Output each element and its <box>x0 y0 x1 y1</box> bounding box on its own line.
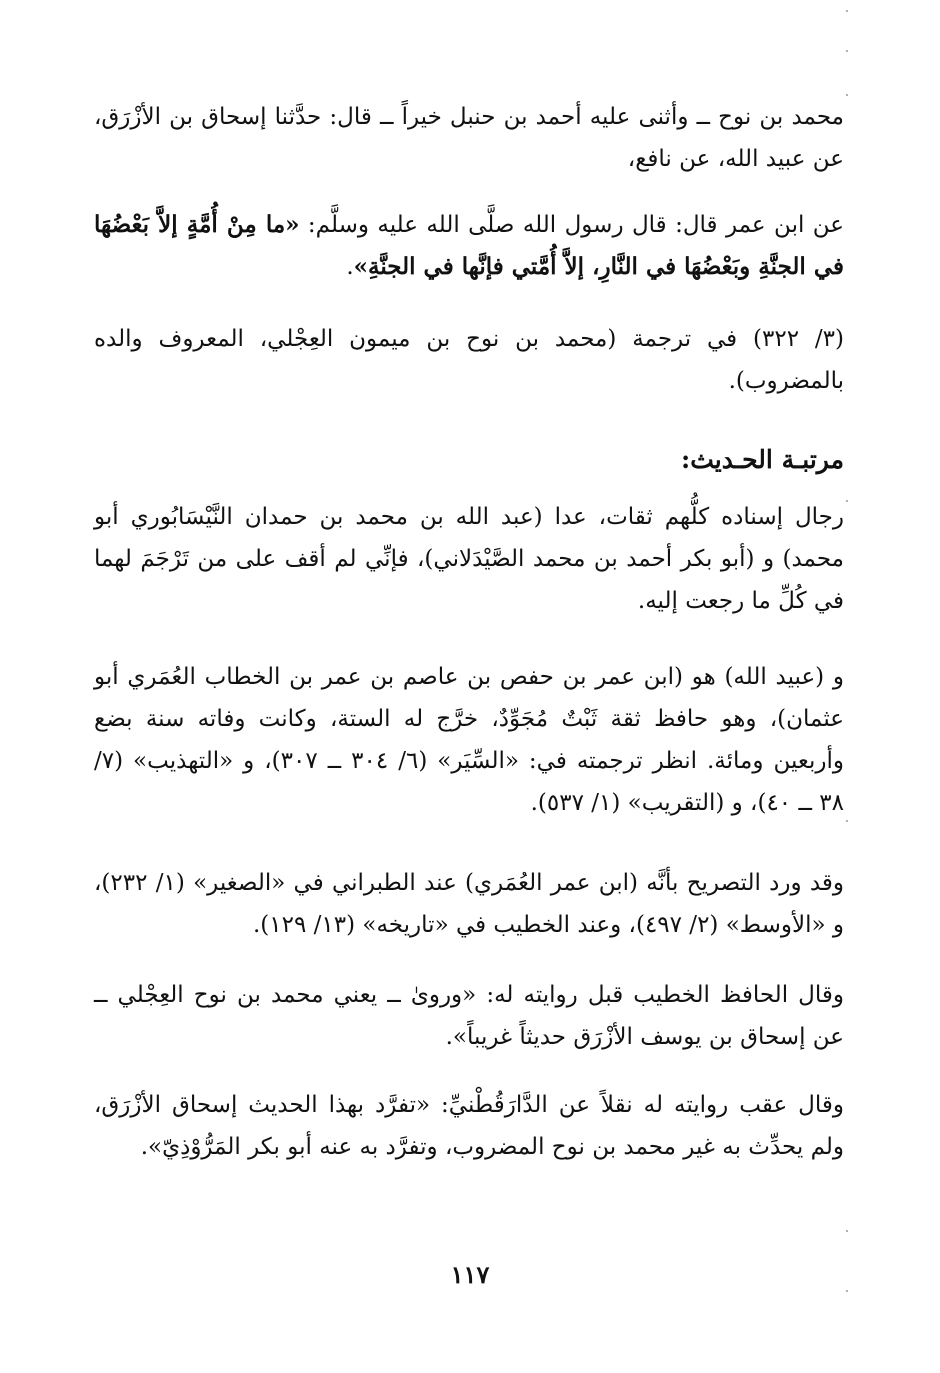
margin-mark <box>846 820 848 822</box>
paragraph-ubaydullah-bio: و (عبيد الله) هو (ابن عمر بن حفص بن عاصم بن عمر بن الخطاب العُمَري أبو عثمان)، وهو حافظ ثقة ثَبْتٌ مُجَوِّدٌ، خرَّج له الستة، وكانت وفاته سنة بضع وأربعين ومائة. انظر ترجمته في: «السِّيَر» (٦/ ٣٠٤ ــ ٣٠٧)، و «التهذيب» (٧/ ٣٨ ــ ٤٠)، و (التقريب» (١/ ٥٣٧). <box>94 664 844 816</box>
hadith-intro: عن ابن عمر قال: قال رسول الله صلَّى الله عليه وسلَّم: <box>299 212 844 238</box>
margin-mark <box>846 50 848 52</box>
page-number: ١١٧ <box>450 1260 490 1289</box>
paragraph-hadith <box>94 204 844 288</box>
margin-mark <box>846 10 848 12</box>
paragraph-source-reference: (٣/ ٣٢٢) في ترجمة (محمد بن نوح بن ميمون العِجْلي، المعروف والده بالمضروب). <box>94 326 844 394</box>
paragraph-khatib-quote: وقال الحافظ الخطيب قبل روايته له: «وروىٰ ــ يعني محمد بن نوح العِجْلي ــ عن إسحاق بن يوسف الأزْرَق حديثاً غريباً». <box>94 982 844 1050</box>
paragraph-tabarani-reference: وقد ورد التصريح بأنَّه (ابن عمر العُمَري) عند الطبراني في «الصغير» (١/ ٢٣٢)، و «الأوسط» (٢/ ٤٩٧)، وعند الخطيب في «تاريخه» (١٣/ ١٢٩). <box>94 870 845 938</box>
margin-mark <box>846 500 848 502</box>
section-heading: مرتبـة الحـديث: <box>680 445 844 474</box>
margin-mark <box>846 94 848 96</box>
paragraph-daraqutni-quote: وقال عقب روايته له نقلاً عن الدَّارَقُطْنيِّ: «تفرَّد بهذا الحديث إسحاق الأزْرَق، ولم يحدِّث به غير محمد بن نوح المضروب، وتفرَّد به عنه أبو بكر المَرُّوْذِيّ». <box>94 1092 844 1160</box>
hadith-end: . <box>346 254 354 280</box>
paragraph-narrators-grading: رجال إسناده كلُّهم ثقات، عدا (عبد الله بن محمد بن حمدان النَّيْسَابُوري أبو محمد) و (أبو بكر أحمد بن محمد الصَّيْدَلاني)، فإنِّي لم أقف على من تَرْجَمَ لهما في كُلِّ ما رجعت إليه. <box>94 504 844 614</box>
hadith-text: «ما مِنْ أُمَّةٍ إلاَّ بَعْضُهَا في الجنَّةِ وبَعْضُهَا في النَّارِ، إلاَّ أُمَّتي فإنَّها في الجنَّةِ» <box>94 211 844 280</box>
margin-mark <box>846 1230 848 1232</box>
paragraph-isnad-chain: محمد بن نوح ــ وأثنى عليه أحمد بن حنبل خيراً ــ قال: حدَّثنا إسحاق بن الأزْرَق، عن عبيد الله، عن نافع، <box>94 104 844 172</box>
